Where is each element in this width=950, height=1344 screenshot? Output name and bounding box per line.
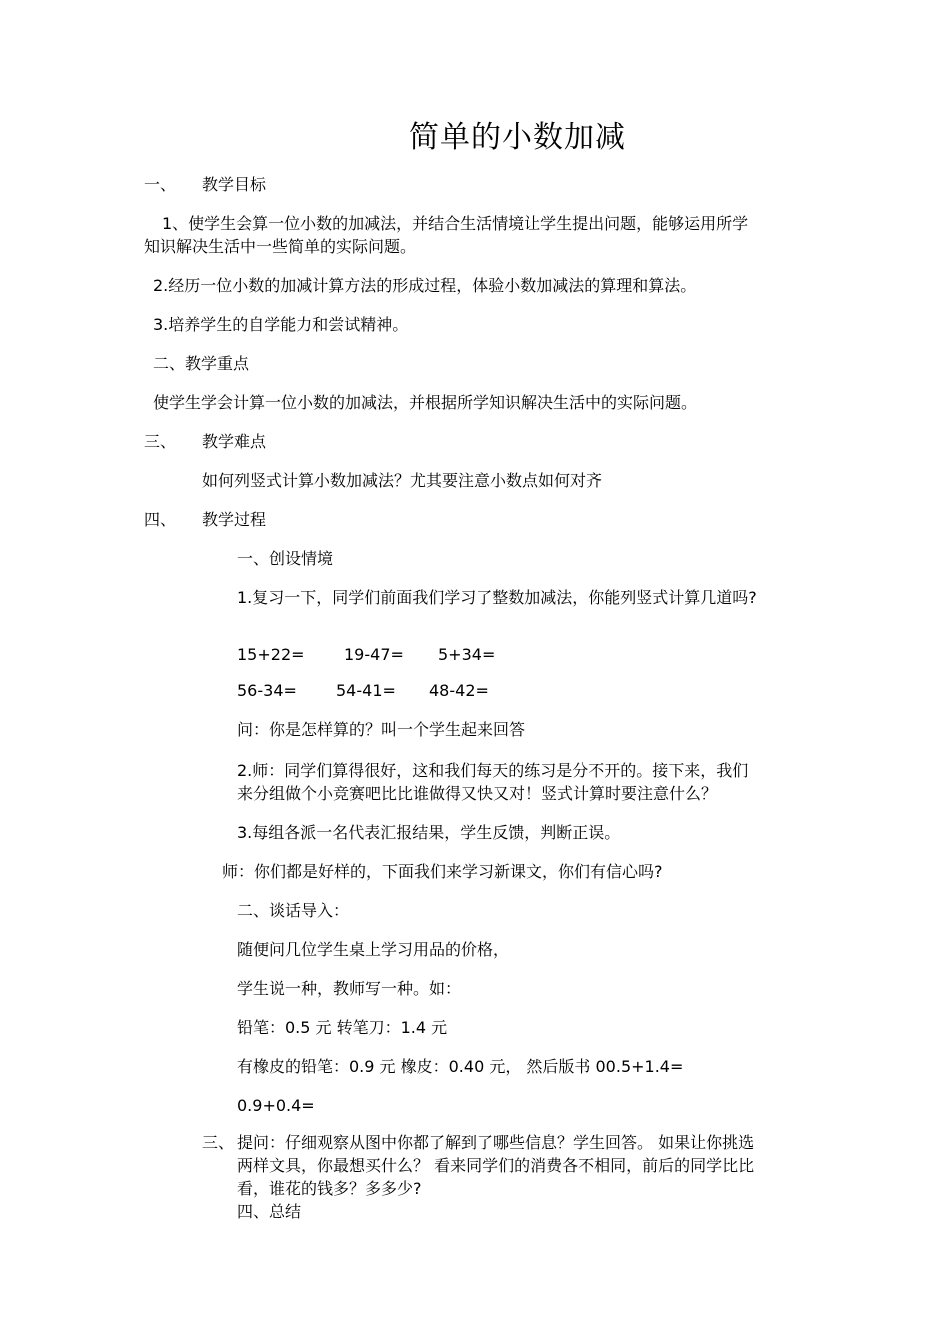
section-key-point-heading: 二、教学重点 <box>153 354 250 373</box>
section-number: 三、 <box>144 432 177 451</box>
process-step-2-line-4: 有橡皮的铅笔：0.9 元 橡皮：0.40 元， 然后版书 00.5+1.4= <box>237 1057 684 1076</box>
teacher-remark: 师：你们都是好样的，下面我们来学习新课文，你们有信心吗? <box>222 862 663 881</box>
goal-1-line-1: 1、使学生会算一位小数的加减法，并结合生活情境让学生提出问题，能够运用所学 <box>162 214 749 233</box>
equation: 48-42= <box>429 681 489 700</box>
section-process-heading <box>144 508 266 531</box>
process-step-3-line-1: 提问：仔细观察从图中你都了解到了哪些信息？学生回答。 如果让你挑选 <box>237 1133 755 1152</box>
process-step-2-line-5: 0.9+0.4= <box>237 1096 315 1115</box>
equation: 19-47= <box>344 645 404 664</box>
process-step-2-line-3: 铅笔：0.5 元 转笔刀：1.4 元 <box>237 1018 448 1037</box>
section-label: 教学过程 <box>202 510 267 529</box>
section-number: 四、 <box>144 510 177 529</box>
process-step-3-line-3: 看，谁花的钱多？多多少? <box>237 1179 422 1198</box>
goal-2: 2.经历一位小数的加减计算方法的形成过程，体验小数加减法的算理和算法。 <box>153 276 697 295</box>
process-step-2-line-2: 学生说一种，教师写一种。如： <box>237 979 462 998</box>
equation-row-1 <box>237 643 495 666</box>
process-step-1-item-2-line-1: 2.师：同学们算得很好，这和我们每天的练习是分不开的。接下来，我们 <box>237 761 749 780</box>
equation: 5+34= <box>438 645 496 664</box>
key-point-text: 使学生学会计算一位小数的加减法，并根据所学知识解决生活中的实际问题。 <box>153 393 698 412</box>
process-step-2-heading: 二、谈话导入： <box>237 901 350 920</box>
process-step-1-item-1: 1.复习一下，同学们前面我们学习了整数加减法，你能列竖式计算几道吗? <box>237 588 757 607</box>
equation: 15+22= <box>237 645 305 664</box>
process-step-3-line-2: 两样文具，你最想买什么？ 看来同学们的消费各不相同，前后的同学比比 <box>237 1156 755 1175</box>
section-difficulty-heading <box>144 430 266 453</box>
question-text: 问：你是怎样算的？叫一个学生起来回答 <box>237 720 526 739</box>
process-step-1-heading: 一、创设情境 <box>237 549 334 568</box>
document-title: 简单的小数加减 <box>409 120 626 155</box>
equation: 54-41= <box>336 681 396 700</box>
equation: 56-34= <box>237 681 297 700</box>
process-step-1-item-2-line-2: 来分组做个小竞赛吧比比谁做得又快又对！竖式计算时要注意什么？ <box>237 784 718 803</box>
goal-3: 3.培养学生的自学能力和尝试精神。 <box>153 315 409 334</box>
section-objectives-heading <box>144 173 266 196</box>
process-step-2-line-1: 随便问几位学生桌上学习用品的价格， <box>237 940 510 959</box>
goal-1-line-2: 知识解决生活中一些简单的实际问题。 <box>144 237 417 256</box>
section-label: 教学难点 <box>202 432 267 451</box>
equation-row-2 <box>237 679 489 702</box>
process-step-3-number: 三、 <box>202 1133 235 1152</box>
section-label: 教学目标 <box>202 175 267 194</box>
process-step-4-heading: 四、总结 <box>237 1202 302 1221</box>
difficulty-text: 如何列竖式计算小数加减法？尤其要注意小数点如何对齐 <box>202 471 603 490</box>
process-step-1-item-3: 3.每组各派一名代表汇报结果，学生反馈，判断正误。 <box>237 823 621 842</box>
section-number: 一、 <box>144 175 177 194</box>
